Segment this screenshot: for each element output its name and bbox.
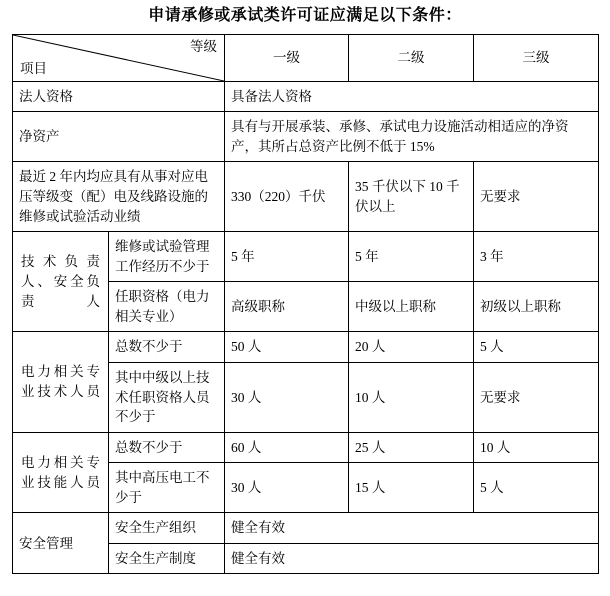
row-value-skilled-total-2: 25 人 [349, 432, 474, 463]
row-value-technical-total-2: 20 人 [349, 332, 474, 363]
row-value-performance-2: 35 千伏以下 10 千伏以上 [349, 162, 474, 232]
row-value-technical-midlevel-3: 无要求 [474, 362, 599, 432]
row-value-qualification-3: 初级以上职称 [474, 282, 599, 332]
table-row [13, 332, 599, 363]
table-row [13, 112, 599, 162]
table-header-row [13, 34, 599, 81]
row-sublabel-skilled-total: 总数不少于 [109, 432, 225, 463]
row-value-safety-system: 健全有效 [225, 543, 599, 574]
row-label-net-assets: 净资产 [13, 112, 225, 162]
table-row [13, 232, 599, 282]
row-value-work-experience-2: 5 年 [349, 232, 474, 282]
row-value-legal-person: 具备法人资格 [225, 81, 599, 112]
corner-item-label: 项目 [20, 61, 47, 77]
row-sublabel-technical-midlevel: 其中中级以上技术任职资格人员不少于 [109, 362, 225, 432]
row-value-skilled-total-3: 10 人 [474, 432, 599, 463]
row-value-work-experience-1: 5 年 [225, 232, 349, 282]
grade-header-2: 二级 [349, 34, 474, 81]
row-label-tech-safety-leader: 技术负责人、安全负责人 [13, 232, 109, 332]
table-row [13, 513, 599, 544]
table-row [13, 162, 599, 232]
row-label-legal-person: 法人资格 [13, 81, 225, 112]
row-sublabel-qualification: 任职资格（电力相关专业） [109, 282, 225, 332]
row-value-high-voltage-3: 5 人 [474, 463, 599, 513]
table-row [13, 81, 599, 112]
row-value-technical-total-3: 5 人 [474, 332, 599, 363]
table-row [13, 432, 599, 463]
row-value-performance-3: 无要求 [474, 162, 599, 232]
row-label-technical-staff: 电力相关专业技术人员 [13, 332, 109, 432]
row-value-skilled-total-1: 60 人 [225, 432, 349, 463]
row-label-safety-management: 安全管理 [13, 513, 109, 574]
row-value-qualification-2: 中级以上职称 [349, 282, 474, 332]
grade-header-3: 三级 [474, 34, 599, 81]
row-value-technical-midlevel-1: 30 人 [225, 362, 349, 432]
row-sublabel-safety-organization: 安全生产组织 [109, 513, 225, 544]
requirements-table [12, 34, 599, 575]
row-value-net-assets: 具有与开展承装、承修、承试电力设施活动相适应的净资产，其所占总资产比例不低于 15% [225, 112, 599, 162]
row-value-technical-total-1: 50 人 [225, 332, 349, 363]
row-value-safety-organization: 健全有效 [225, 513, 599, 544]
corner-grade-label: 等级 [190, 38, 217, 54]
row-value-high-voltage-2: 15 人 [349, 463, 474, 513]
corner-header-cell [13, 34, 225, 81]
row-sublabel-high-voltage-electrician: 其中高压电工不少于 [109, 463, 225, 513]
row-value-technical-midlevel-2: 10 人 [349, 362, 474, 432]
grade-header-1: 一级 [225, 34, 349, 81]
row-label-performance: 最近 2 年内均应具有从事对应电压等级变（配）电及线路设施的维修或试验活动业绩 [13, 162, 225, 232]
row-value-performance-1: 330（220）千伏 [225, 162, 349, 232]
row-value-qualification-1: 高级职称 [225, 282, 349, 332]
row-sublabel-safety-system: 安全生产制度 [109, 543, 225, 574]
row-sublabel-technical-total: 总数不少于 [109, 332, 225, 363]
row-label-skilled-staff: 电力相关专业技能人员 [13, 432, 109, 513]
row-value-work-experience-3: 3 年 [474, 232, 599, 282]
row-sublabel-work-experience: 维修或试验管理工作经历不少于 [109, 232, 225, 282]
row-value-high-voltage-1: 30 人 [225, 463, 349, 513]
page-title: 申请承修或承试类许可证应满足以下条件： [148, 7, 462, 24]
